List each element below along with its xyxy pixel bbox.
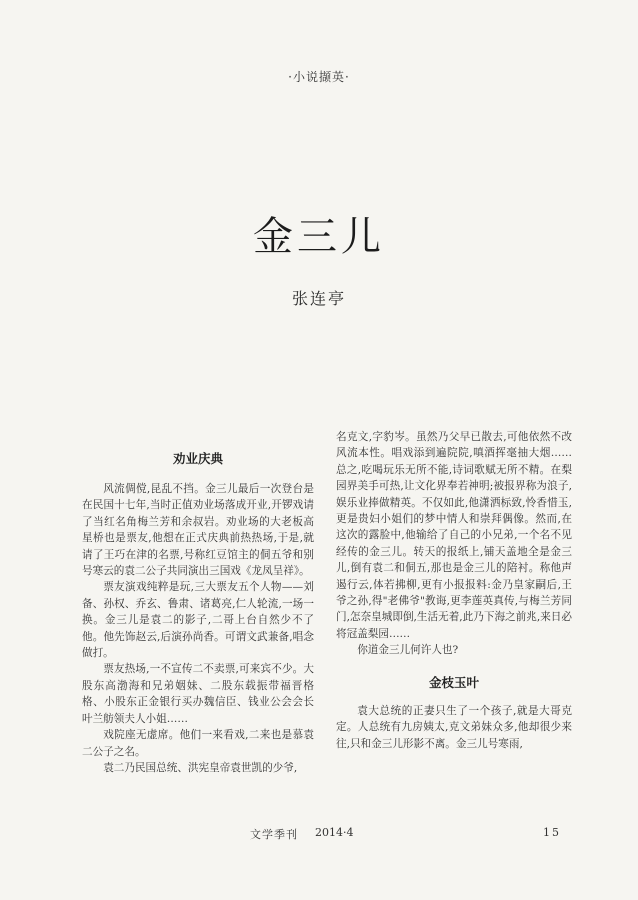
paragraph: 袁二乃民国总统、洪宪皇帝袁世凯的少爷, [103,761,298,774]
paragraph-continuation: 名克文,字豹岑。虽然乃父早已散去,可他依然不改风流本性。唱戏添到遍院院,嗔酒挥毫抽大烟……总之,吃喝玩乐无所不能,诗词歌赋无所不精。在梨园界美手可热,让文化界奉若神明;被报界称为浪子,娱乐业捧做精英。不仅如此,他潇洒标致,怜香惜玉,更是贵妇小姐们的梦中情人和崇拜偶像。然而,在这次的露脸中,他输给了自己的小兄弟,一个名不见经传的金三儿。转天的报纸上,铺天盖地全是金三儿,倒有袁二和侗五,那也是金三儿的陪衬。称他声遏行云,体若拂柳,更有小报报料:金乃皇家嗣后,王爷之孙,得"老佛爷"教诲,更李莲英真传,与梅兰芳同门,怎奈皇城即倒,生活无着,此乃下海之前兆,来日必将冠盖梨园…… [336,431,572,640]
left-column [82,449,314,776]
paragraph: 票友热场,一不宣传二不卖票,可来宾不少。大股东高渤海和兄弟姻妹、二股东载振带福晋格格、小股东正金银行买办魏信臣、钱业公会会长叶兰舫领夫人小姐…… [82,663,314,725]
column-tag: ·小说撷英· [288,70,350,84]
paragraph: 袁大总统的正妻只生了一个孩子,就是大哥克定。人总统有九房姨太,克文弟妹众多,他却很少来往,只和金三儿形影不离。金三儿号寒雨, [336,704,572,750]
footer-issue: 2014·4 [315,826,354,839]
article-title: 金三儿 [253,214,385,260]
page-number: 15 [543,826,561,839]
paragraph-question: 你道金三儿何许人也? [357,644,459,657]
paragraph: 风流倜傥,昆乱不挡。金三儿最后一次登台是在民国十七年,当时正值劝业场落成开业,开锣戏请了当红名角梅兰芳和余叔岩。劝业场的大老板高星桥也是票友,他想在正式庆典前热热场,于是,就请了王巧在津的名票,号称红豆馆主的侗五爷和别号寒云的袁二公子共同演出三国戏《龙凤呈祥》。 [82,483,314,578]
right-column [336,429,572,750]
footer-journal-name: 文学季刊 [250,828,298,841]
paragraph: 票友演戏纯粹是玩,三大票友五个人物——刘备、孙权、乔玄、鲁肃、诸葛亮,仁人轮流,一场一换。金三儿是袁二的影子,二哥上台自然少不了他。他先饰赵云,后演孙尚香。可谓文武兼备,唱念做打。 [82,581,314,660]
paragraph: 戏院座无虚席。他们一来看戏,二来也是慕袁二公子之名。 [82,729,314,758]
section-heading-2: 金枝玉叶 [428,674,479,690]
page-footer [0,826,638,842]
section-heading-1: 劝业庆典 [172,451,223,466]
article-author: 张连亭 [291,289,346,308]
